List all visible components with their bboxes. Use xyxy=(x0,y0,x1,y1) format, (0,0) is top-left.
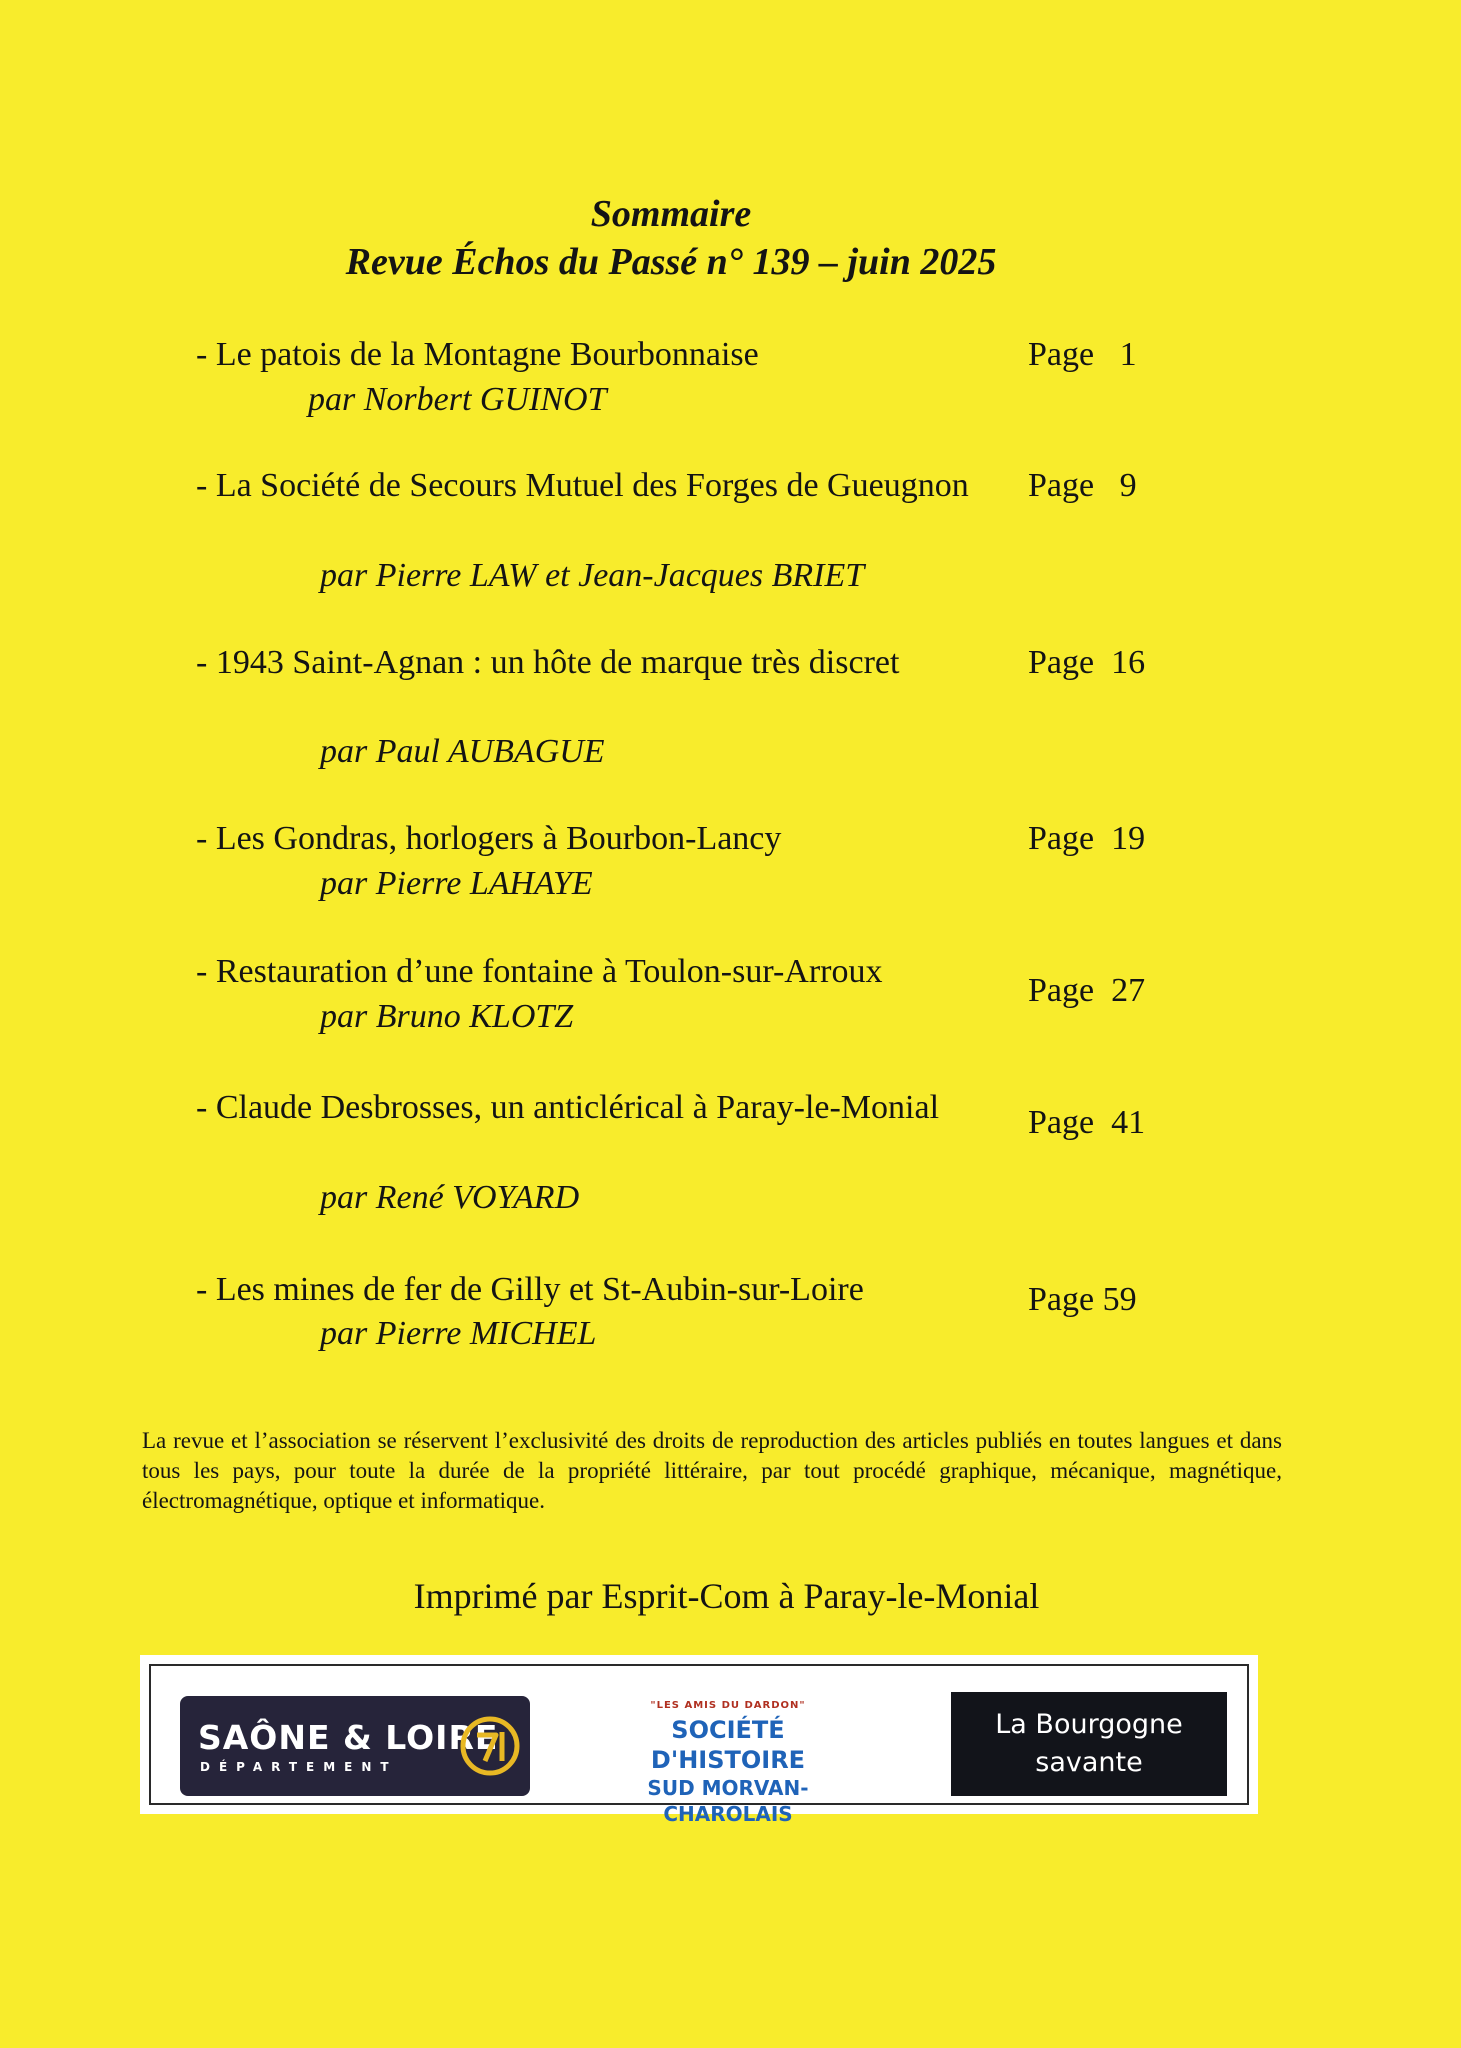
page-title: Sommaire xyxy=(590,193,752,235)
entry-author: par Pierre MICHEL xyxy=(320,1315,597,1352)
entry-title: - Restauration d’une fontaine à Toulon-sur-Arroux xyxy=(196,953,883,990)
entry-page: Page 19 xyxy=(1028,820,1146,857)
bourgogne-logo-line2: savante xyxy=(1035,1747,1143,1778)
entry-author: par Bruno KLOTZ xyxy=(320,998,574,1035)
bourgogne-savante-logo xyxy=(951,1692,1227,1796)
entry-page: Page 41 xyxy=(1028,1104,1146,1141)
saone-logo-name: SAÔNE & LOIRE xyxy=(198,1718,499,1757)
entry-author: par Pierre LAW et Jean-Jacques BRIET xyxy=(320,557,865,594)
entry-page: Page 9 xyxy=(1028,467,1137,504)
page-subtitle: Revue Échos du Passé n° 139 – juin 2025 xyxy=(345,241,997,283)
societe-logo-region: SUD MORVAN-CHAROLAIS xyxy=(647,1776,809,1826)
entry-page: Page 27 xyxy=(1028,972,1146,1009)
societe-logo-name: SOCIÉTÉ D'HISTOIRE xyxy=(650,1716,806,1774)
entry-page: Page 59 xyxy=(1028,1281,1137,1318)
entry-author: par René VOYARD xyxy=(320,1179,580,1216)
entry-title: - Les mines de fer de Gilly et St-Aubin-sur-Loire xyxy=(196,1271,864,1308)
societe-histoire-logo xyxy=(599,1696,857,1826)
entry-author: par Paul AUBAGUE xyxy=(320,733,605,770)
entry-title: - Claude Desbrosses, un anticlérical à Paray-le-Monial xyxy=(196,1089,940,1126)
page-header xyxy=(0,190,1342,286)
entry-title: - Le patois de la Montagne Bourbonnaise xyxy=(196,336,759,373)
printer-credit: Imprimé par Esprit-Com à Paray-le-Monial xyxy=(413,1576,1040,1616)
entry-page: Page 1 xyxy=(1028,336,1137,373)
entry-title: - Les Gondras, horlogers à Bourbon-Lancy xyxy=(196,820,782,857)
department-71-icon xyxy=(458,1714,522,1778)
entry-author: par Norbert GUINOT xyxy=(308,381,607,418)
legal-notice: La revue et l’association se réservent l’exclusivité des droits de reproduction des articles publiés en toutes langues et dans tous les pays, pour toute la durée de la propriété littéraire, par tout procédé graphique, mécanique, magnétique, électromagnétique, optique et informatique. xyxy=(142,1428,1282,1513)
entry-author: par Pierre LAHAYE xyxy=(320,865,593,902)
entry-title: - La Société de Secours Mutuel des Forges de Gueugnon xyxy=(196,467,969,504)
saone-et-loire-logo xyxy=(180,1696,530,1796)
entry-page: Page 16 xyxy=(1028,644,1146,681)
societe-logo-tagline: "LES AMIS DU DARDON" xyxy=(650,1700,806,1711)
saone-logo-subtitle: DÉPARTEMENT xyxy=(200,1760,398,1774)
entry-title: - 1943 Saint-Agnan : un hôte de marque très discret xyxy=(196,644,900,681)
logo-strip-frame xyxy=(149,1664,1249,1826)
bourgogne-logo-line1: La Bourgogne xyxy=(995,1709,1183,1740)
sponsor-logo-strip xyxy=(140,1655,1258,1826)
